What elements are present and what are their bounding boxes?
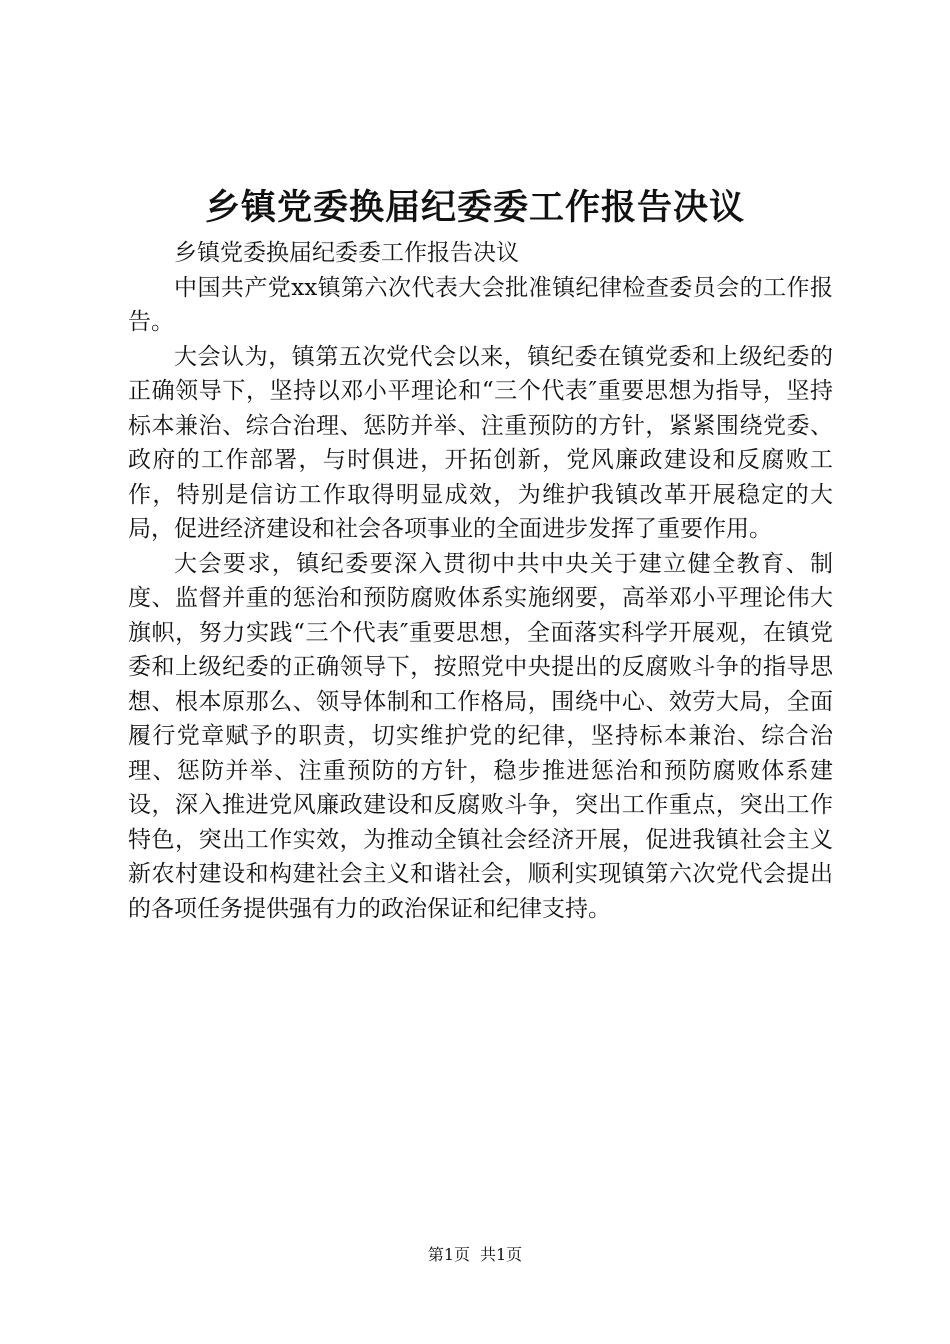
page-total: 共1页 xyxy=(480,1245,523,1264)
paragraph-requirements: 大会要求，镇纪委要深入贯彻中共中央关于建立健全教育、制度、监督并重的惩治和预防腐败体系实施纲要，高举邓小平理论伟大旗帜，努力实践“三个代表″重要思想，全面落实科学开展观，在镇党委和上级纪委的正确领导下，按照党中央提出的反腐败斗争的指导思想、根本原那么、领导体制和工作格局，围绕中心、效劳大局，全面履行党章赋予的职责，切实维护党的纪律，坚持标本兼治、综合治理、惩防并举、注重预防的方针，稳步推进惩治和预防腐败体系建设，深入推进党风廉政建设和反腐败斗争，突出工作重点，突出工作特色，突出工作实效，为推动全镇社会经济开展，促进我镇社会主义新农村建设和构建社会主义和谐社会，顺利实现镇第六次党代会提出的各项任务提供强有力的政治保证和纪律支持。 xyxy=(128,550,833,922)
paragraph-assessment: 大会认为，镇第五次党代会以来，镇纪委在镇党委和上级纪委的正确领导下，坚持以邓小平理论和“三个代表″重要思想为指导，坚持标本兼治、综合治理、惩防并举、注重预防的方针，紧紧围绕党委、政府的工作部署，与时俱进，开拓创新，党风廉政建设和反腐败工作，特别是信访工作取得明显成效，为维护我镇改革开展稳定的大局，促进经济建设和社会各项事业的全面进步发挥了重要作用。 xyxy=(128,343,833,542)
page-footer xyxy=(0,1244,950,1266)
page-number: 第1页 xyxy=(427,1245,470,1264)
paragraph-heading: 乡镇党委换届纪委委工作报告决议 xyxy=(174,240,519,266)
document-title: 乡镇党委换届纪委委工作报告决议 xyxy=(204,187,745,228)
document-body xyxy=(128,236,833,926)
paragraph-intro: 中国共产党xx镇第六次代表大会批准镇纪律检查委员会的工作报告。 xyxy=(128,274,833,335)
